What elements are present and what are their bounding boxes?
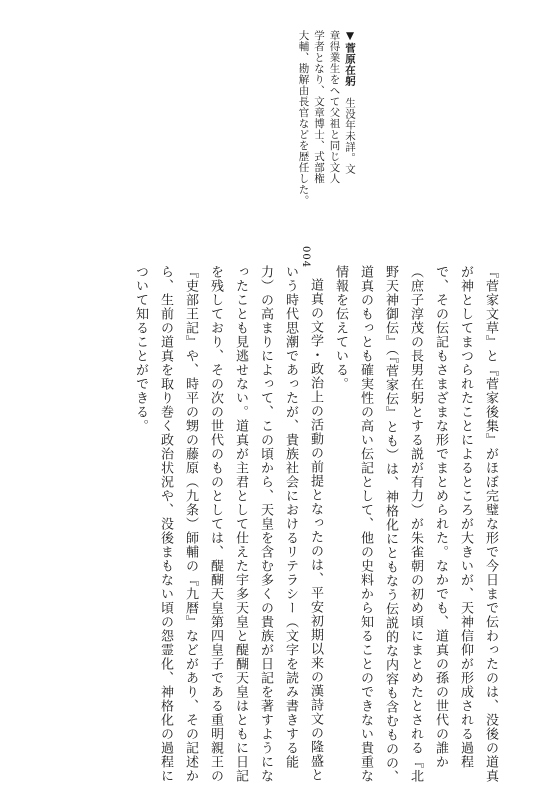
page-number: 004 bbox=[300, 246, 311, 269]
body-paragraph: 道真の文学・政治上の活動の前提となったのは、平安初期以来の漢詩文の隆盛という時代思潮であったが、貴族社会におけるリテラシー（文字を読み書きする能力）の高まりによって、この頃から、天皇を含む多くの貴族が日記を著すようになったことも見逃せない。道真が主君として仕えた宇多天皇と醍醐天皇はともに日記を残しており、その次の世代のものとしては、醍醐天皇第四皇子である重明親王の『吏部王記』や、時平の甥の藤原（九条）師輔の『九暦』などがあり、その記述から、生前の道真を取り巻く政治状況や、没後まもない頃の怨霊化、神格化の過程について知ることができる。 bbox=[133, 265, 323, 783]
glossary-note bbox=[295, 30, 357, 230]
glossary-term: ▼菅原在躬 bbox=[344, 30, 356, 87]
body-paragraph: 『菅家文草』と『菅家後集』がほぼ完璧な形で今日まで伝わったのは、没後の道真が神としてまつられたことによるところが大きいが、天神信仰が形成される過程で、その伝記もさまざまな形でまとめられた。なかでも、道真の孫の世代の誰か（庶子淳茂の長男在躬とする説が有力）が朱雀朝の初め頃にまとめたとされる『北野天神御伝』（『菅家伝』とも）は、神格化にともなう伝説的な内容も含むものの、道真のもっとも確実性の高い伝記として、他の史料から知ることのできない貴重な情報を伝えている。 bbox=[333, 265, 498, 784]
glossary-text: 生没年未詳。文 章得業生をへて父祖と同じ文人 学者となり、文章博士、式部権 大輔、勘解由長官などを歴任した。 bbox=[297, 30, 356, 206]
body-text bbox=[128, 265, 503, 785]
